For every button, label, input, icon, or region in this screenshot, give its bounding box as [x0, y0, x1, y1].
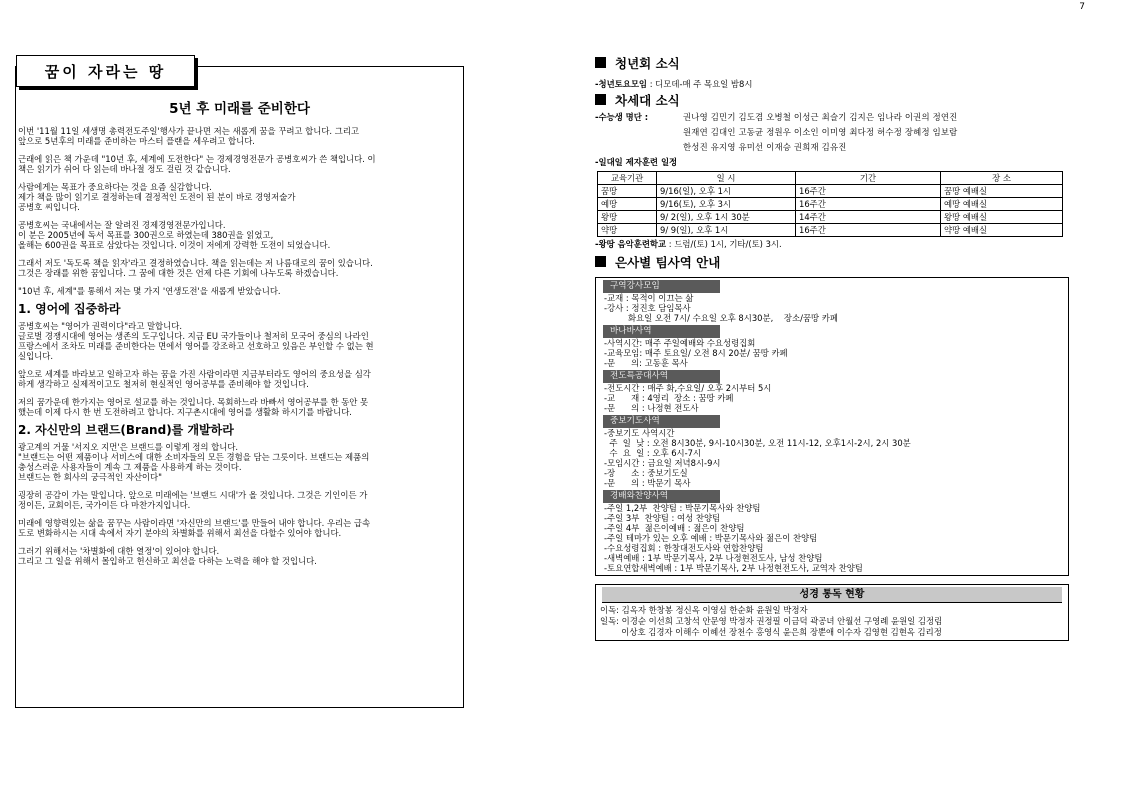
ministry-heading: 은사별 팀사역 안내: [595, 253, 1080, 270]
paragraph: [18, 321, 461, 361]
paragraph: [18, 286, 461, 296]
section-english-body: [18, 321, 461, 417]
ministry-section-items: [596, 428, 1068, 488]
article-intro: [18, 126, 461, 296]
table-cell: 9/16(일), 오후 1시: [657, 185, 796, 198]
list-item: -문 의 : 박문기 목사: [604, 478, 691, 488]
ministry-section-items: [596, 338, 1068, 368]
list-item: 수 요 일 : 오후 6시-7시: [604, 448, 702, 458]
list-item: -수요성령집회 : 한창대전도사와 연합찬양팀: [604, 543, 764, 553]
section-heading-brand: 2. 자신만의 브랜드(Brand)를 개발하라: [18, 423, 234, 437]
ministry-section-items: [596, 503, 1068, 573]
text-line: 이 분은 2005년에 독서 목표를 300권으로 하였는데 380권을 읽었고,: [18, 230, 274, 240]
table-cell: 예땅: [598, 198, 657, 211]
bible-reading-title: 성경 통독 현황: [602, 587, 1062, 603]
text-line: 굉장히 공감이 가는 말입니다. 앞으로 미래에는 '브랜드 시대'가 올 것입니다. 그것은 기인이든 가: [18, 490, 368, 500]
text-line: 책은 읽기가 쉬어 다 읽는데 바나절 정도 걸린 것 같습니다.: [18, 164, 231, 174]
text-line: 충성스러운 사용자들이 계속 그 제품을 사용하게 하는 것이다.: [18, 462, 242, 472]
music-school-line: -왕땅 음악훈련학교 : 드럼/(토) 1시, 기타/(토) 3시.: [595, 239, 782, 249]
list-item: -교 재 : 4영리 장소 : 꿈땅 카페: [604, 393, 734, 403]
text-line: 정이든, 교회이든, 국가이든 다 마찬가지입니다.: [18, 500, 191, 510]
table-cell: 왕땅 예배실: [941, 211, 1063, 224]
text-line: 광고계의 거물 '서지오 지먼'은 브랜드를 이렇게 정의 합니다.: [18, 442, 239, 452]
bible-reading-box: [595, 584, 1069, 641]
youth-heading: 청년회 소식: [595, 54, 1080, 71]
list-item: -주일 1,2부 찬양팀 : 박문기목사와 찬양팀: [604, 503, 761, 513]
list-item: -주일 테마가 있는 오후 예배 : 박문기목사와 젊은이 찬양팀: [604, 533, 818, 543]
list-item: -사역시간: 매주 주일예배와 수요성령집회: [604, 338, 756, 348]
paragraph: [18, 154, 461, 174]
list-item: -주일 3부 찬양팀 : 여성 찬양팀: [604, 513, 721, 523]
paragraph: [18, 182, 461, 212]
text-line: "브랜드는 어떤 제품이나 서비스에 대한 소비자들의 모든 경험을 담는 그릇이다. 브랜드는 제품의: [18, 452, 370, 462]
table-cell: 16주간: [796, 185, 941, 198]
list-item: -전도시간 : 매주 화,수요일/ 오후 2시부터 5시: [604, 383, 772, 393]
page-number: 7: [1079, 2, 1085, 12]
text-line: 이번 '11월 11일 세생명 총력전도주일'행사가 끝나면 저는 새롭게 꿈을 꾸려고 합니다. 그리고: [18, 126, 360, 136]
table-cell: 9/ 2(일), 오후 1시 30분: [657, 211, 796, 224]
ministry-section-header: 바나바사역: [603, 325, 720, 338]
text-line: 도로 변화하시는 시대 속에서 자기 분야의 차별화를 위해서 최선을 다할수 있어야 합니다.: [18, 528, 342, 538]
table-cell: 16주간: [796, 224, 941, 237]
paragraph: [18, 442, 461, 482]
table-cell: 꿈땅 예배실: [941, 185, 1063, 198]
article-title: 5년 후 미래를 준비한다: [169, 101, 310, 117]
paragraph: [18, 397, 461, 417]
list-item: -토요연합새벽예배 : 1부 박문기목사, 2부 나정현전도사, 교역자 찬양팀: [604, 563, 863, 573]
ministry-section-header: 중보기도사역: [603, 415, 720, 428]
training-table: [597, 171, 1063, 237]
text-line: 했는데 이제 다시 한 번 도전하려고 합니다. 지구촌시대에 영어를 생활화 하시기를 바랍니다.: [18, 407, 352, 417]
exam-name-list: 권나영 김민기 김도겸 오병철 이성근 최슬기 김지은 임나라 이권의 정연진 원재연 김대인 고동균 정원우 이소인 이미영 최다정 허수정 장혜정 임보람 한성진 유지영 유미선 이재승 권희재 김유진: [683, 112, 958, 152]
text-line: "10년 후, 세계"를 통해서 저는 몇 가지 '연생도전'을 새롭게 받았습니다.: [18, 286, 281, 296]
table-cell: 약땅 예배실: [941, 224, 1063, 237]
text-line: 미래에 영향력있는 삶을 꿈꾸는 사람이라면 '자신만의 브랜드'를 만들어 내야 합니다. 우리는 급속: [18, 518, 371, 528]
list-item: -교재 : 목적이 이끄는 삶: [604, 293, 694, 303]
square-bullet-icon: [595, 57, 606, 68]
text-line: 하게 생각하고 실제적이고도 철저히 현실적인 영어공부를 준비해야 할 것입니다.: [18, 379, 309, 389]
paragraph: [18, 220, 461, 250]
table-header-row: 교육기관 일 시 기간 장 소: [598, 172, 1063, 185]
text-line: 브랜드는 한 회사의 궁극적인 자산이다": [18, 472, 162, 482]
table-row: [598, 224, 1063, 237]
table-row: [598, 185, 1063, 198]
news-column: [595, 54, 1080, 641]
next-gen-heading: 차세대 소식: [595, 91, 1080, 108]
text-line: 그래서 저도 '독도록 책을 읽자'라고 결정하였습니다. 책을 읽는데는 저 나름대로의 꿈이 있습니다.: [18, 258, 373, 268]
text-line: 올해는 600권을 목표로 삼았다는 것입니다. 이것이 저에게 강력한 도전이 되었습니다.: [18, 240, 331, 250]
list-item: -모임시간 : 금요일 저녁8시-9시: [604, 458, 721, 468]
ministry-section-header: 구역강사모임: [603, 280, 720, 293]
ministry-box: [595, 277, 1069, 576]
exam-students: -수능생 명단 : 권나영 김민기 김도겸 오병철 이성근 최슬기 김지은 임나라 이권의 정연진 원재연 김대인 고동균 정원우 이소인 이미영 최다정 허수정 장혜정 임보람 한성진 유지영 유미선 이재승 권희재 김유진: [595, 110, 1080, 155]
text-line: 그러기 위해서는 '차별화에 대한 열정'이 있어야 합니다.: [18, 546, 220, 556]
article: [18, 101, 461, 574]
text-line: 근래에 읽은 책 가운데 "10년 후, 세계에 도전한다" 는 경제경영전문가 공병호씨가 쓴 책입니다. 이: [18, 154, 376, 164]
table-cell: 왕땅: [598, 211, 657, 224]
text-line: 공병호씨는 "영어가 권력이다"라고 말합니다.: [18, 321, 182, 331]
section-brand-body: [18, 442, 461, 566]
column-title: 꿈이 자라는 땅: [16, 55, 195, 87]
bible-reading-list: 이독: 김옥자 한창봉 정신옥 이영심 한순화 윤원일 박정자 일독: 이경순 이선희 고창석 안문영 박정자 권정필 이금덕 곽공녀 안월선 구영례 윤원일 김정림 이상호 김경자 이해수 이혜선 장천수 홍영식 윤은희 장뿐애 이수자 김영현 김현옥 김리정: [600, 605, 943, 637]
square-bullet-icon: [595, 256, 606, 267]
list-item: 화요일 오전 7시/ 수요일 오후 8시30분, 장소/꿈땅 카페: [604, 313, 838, 323]
text-line: 그리고 그 일을 위해서 몰입하고 헌신하고 최선을 다하는 노력을 해야 할 것입니다.: [18, 556, 317, 566]
text-line: 사람에게는 목표가 중요하다는 것을 요즘 실감합니다.: [18, 182, 212, 192]
youth-meeting-line: -청년토요모임 : 디모데-매 주 목요일 밤8시: [595, 79, 753, 89]
text-line: 그것은 장래를 위한 꿈입니다. 그 꿈에 대한 것은 언제 다른 기회에 나누도록 하겠습니다.: [18, 268, 339, 278]
table-row: [598, 198, 1063, 211]
paragraph: [18, 490, 461, 510]
text-line: 실입니다.: [18, 351, 54, 361]
list-item: -장 소 : 중보기도실: [604, 468, 688, 478]
list-item: -강사 : 정진호 담임목사: [604, 303, 691, 313]
list-item: -교육모임: 매주 토요일/ 오전 8시 20분/ 꿈땅 카페: [604, 348, 788, 358]
table-cell: 16주간: [796, 198, 941, 211]
ministry-section-header: 전도특공대사역: [603, 370, 720, 383]
square-bullet-icon: [595, 94, 606, 105]
paragraph: [18, 546, 461, 566]
text-line: 글로벌 경쟁시대에 영어는 생존의 도구입니다. 지금 EU 국가들이나 철저히 모국어 중심의 나라인: [18, 331, 369, 341]
paragraph: [18, 258, 461, 278]
section-heading-english: 1. 영어에 집중하라: [18, 302, 121, 316]
table-cell: 예땅 예배실: [941, 198, 1063, 211]
table-cell: 약땅: [598, 224, 657, 237]
ministry-section-header: 경배와찬양사역: [603, 490, 720, 503]
list-item: 주 일 낮 : 오전 8시30분, 9시-10시30분, 오전 11시-12, 오후1시-2시, 2시 30분: [604, 438, 911, 448]
table-cell: 14주간: [796, 211, 941, 224]
list-item: -문 의 : 나정현 전도사: [604, 403, 699, 413]
ministry-section-items: [596, 293, 1068, 323]
paragraph: [18, 369, 461, 389]
text-line: 제가 책을 많이 읽기로 결정하는데 결정적인 도전이 된 분이 바로 경영저술가: [18, 192, 296, 202]
training-schedule-label: -일대일 제자훈련 일정: [595, 157, 678, 167]
text-line: 공병호 씨입니다.: [18, 202, 80, 212]
list-item: -주일 4부 젊은이예배 : 젊은이 찬양팀: [604, 523, 745, 533]
paragraph: [18, 126, 461, 146]
table-cell: 꿈땅: [598, 185, 657, 198]
ministry-section-items: [596, 383, 1068, 413]
table-cell: 9/ 9(일), 오후 1시: [657, 224, 796, 237]
text-line: 앞으로 5년후의 미래를 준비하는 마스터 플랜을 세우려고 합니다.: [18, 136, 255, 146]
table-cell: 9/16(토), 오후 3시: [657, 198, 796, 211]
list-item: -중보기도 사역시간: [604, 428, 675, 438]
text-line: 앞으로 세계를 바라보고 일하고자 하는 꿈을 가진 사람이라면 지금부터라도 영어의 중요성을 심각: [18, 369, 371, 379]
text-line: 프랑스에서 조차도 미래를 준비한다는 면에서 영어를 강조하고 선호하고 있음은 부인할 수 없는 현: [18, 341, 374, 351]
text-line: 저의 꿈가운데 한가지는 영어로 설교를 하는 것입니다. 목회하느라 바빠서 영어공부를 한 동안 못: [18, 397, 369, 407]
list-item: -새벽예배 : 1부 박문기목사, 2부 나정현전도사, 남성 찬양팀: [604, 553, 823, 563]
text-line: 공병호씨는 국내에서는 잘 알려진 경제경영전문가입니다.: [18, 220, 226, 230]
paragraph: [18, 518, 461, 538]
table-row: [598, 211, 1063, 224]
list-item: -문 의: 고동훈 목사: [604, 358, 688, 368]
